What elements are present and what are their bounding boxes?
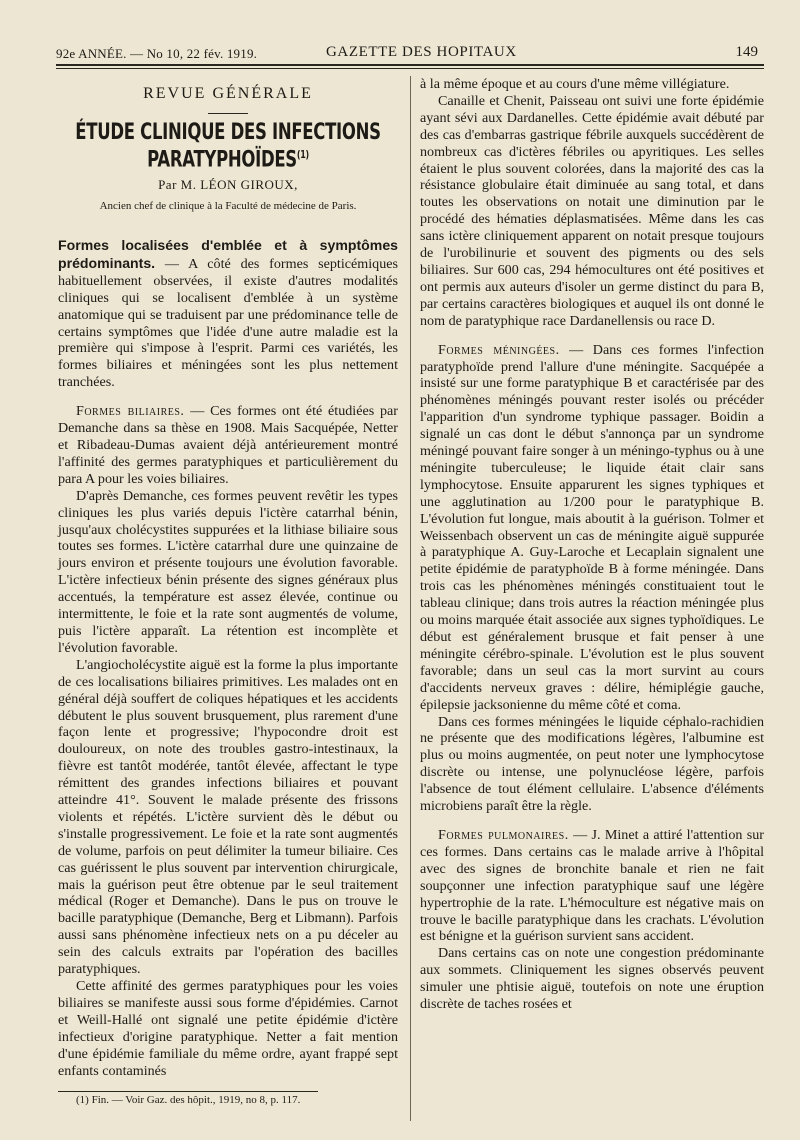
rubric-rule <box>208 113 248 114</box>
running-head <box>56 42 764 64</box>
header-rule-thin <box>56 68 764 69</box>
pulmonary-text: — J. Minet a attiré l'attention sur ces formes. Dans certains cas le malade arrive à l'hôpital avec des signes de bronchite banale et rien ne fait soupçonner une infection paratyphique sauf une légère hypertrophie de la rate. L'hémoculture est négative mais on trouve le bacille paratyphique dans les crachats. L'évolution est bénigne et la guérison survient sans accident. <box>420 826 764 945</box>
paragraph: L'angiocholécystite aiguë est la forme la plus importante de ces localisations biliaires primitives. Les malades ont en général déjà souffert de coliques hépatiques et les accidents débutent le plus souvent brusquement, plus rarement d'une façon lente et progressive; l'hypocondre droit est douloureux, on note des troubles gastro-intestinaux, la fièvre est tantôt modérée, tantôt élevée, affectant le type rémittent des grandes infections biliaires et pouvant atteindre 41°. Souvent le malade présente des frissons violents et répétés. L'ictère survient dès le début ou s'installe progressivement. Le foie et la rate sont augmentés de volume, parfois on peut délimiter la tumeur biliaire. Ces cas guérissent le plus souvent par intervention chirurgicale, mais la guérison peut être obtenue par le seul traitement médical (Roger et Demanche). Dans le pus on trouve le bacille paratyphique (Demanche, Berg et Libmann). Parfois aussi sans phénomène infectieux nets on a pu déceler au sein des calculs extraits par l'opération des bacilles paratyphiques. <box>58 656 398 978</box>
pulmonary-heading: Formes pulmonaires. <box>438 826 569 843</box>
meningeal-heading: Formes méningées. <box>438 341 560 358</box>
column-divider <box>410 76 411 1121</box>
header-rule-thick <box>56 64 764 66</box>
journal-title: GAZETTE DES HOPITAUX <box>326 44 517 60</box>
paragraph: D'après Demanche, ces formes peuvent revêtir les types cliniques les plus variés depuis l'ictère catarrhal bénin, jusqu'aux cholécystites suppurées et la lithiase biliaire sous toutes ses formes. L'ictère catarrhal dure une quinzaine de jours environ et présente toujours une évolution favorable. L'ictère infectieux bénin présente des signes généraux plus accentués, la température est assez élevée, continue ou intermittente, le foie et la rate sont augmentés de volume, puis l'ictère apparaît. La rétention est incomplète et l'évolution favorable. <box>58 487 398 656</box>
paragraph: Canaille et Chenit, Paisseau ont suivi une forte épidémie ayant sévi aux Dardanelles. Cette épidémie avait débuté par des cas d'embarras gastrique fébrile auxquels succédèrent de nombreux cas d'ictères fébriles ou apyritiques. Les selles étaient le plus souvent colorées, dans la majorité des cas la résistance globulaire était diminuée au sang total, et dans toutes les observations on notait une diminution par le procédé des hématies déplasmatisées. Même dans les cas sans ictère cliniquement apparent on notait presque toujours de l'urobilinurie et souvent des pigments ou des sels biliaires. Sur 600 cas, 294 hémocultures ont été positives et ont permis aux auteurs d'isoler un germe distinct du para B, par certains caractères biologiques et auquel ils ont donné le nom de paratyphique race Dardanellensis ou race D. <box>420 92 764 329</box>
left-column <box>58 76 398 1109</box>
paragraph: Dans ces formes méningées le liquide céphalo-rachidien ne présente que des modifications légères, l'albumine est plus ou moins augmentée, on peut noter une lymphocytose discrète ou intense, une polynucléose légère, parfois l'absence de tout élément cellulaire. L'absence d'éléments microbiens paraît être la règle. <box>420 713 764 815</box>
article-author: Par M. LÉON GIROUX, <box>158 177 298 193</box>
meningeal-paragraph <box>420 342 764 714</box>
article-title-text: ÉTUDE CLINIQUE DES INFECTIONS PARATYPHOÏDES <box>75 118 381 172</box>
paragraph: à la même époque et au cours d'une même villégiature. <box>420 76 730 92</box>
title-footnote-mark: (1) <box>296 148 309 161</box>
biliary-heading: Formes biliaires. <box>76 403 185 420</box>
pulmonary-paragraph <box>420 827 764 945</box>
right-column <box>420 76 764 1013</box>
author-affiliation: Ancien chef de clinique à la Faculté de médecine de Paris. <box>99 200 357 213</box>
footnote: (1) Fin. — Voir Gaz. des hôpit., 1919, no 8, p. 117. <box>76 1094 301 1107</box>
section-rubric: REVUE GÉNÉRALE <box>143 85 313 102</box>
intro-text: — A côté des formes septicémiques habituellement observées, il existe d'autres modalités cliniques qui se localisent d'emblée à un système anatomique qui se traduisent par une prédominance telle de certains symptômes que l'idée d'une autre maladie est la première qui s'impose à l'esprit. Parmi ces variétés, les formes biliaires et méningées sont les plus nettement tranchées. <box>58 255 398 391</box>
paragraph: Cette affinité des germes paratyphiques pour les voies biliaires se manifeste aussi sous forme d'épidémies. Carnot et Weill-Hallé ont signalé une petite épidémie d'ictère infectieux d'origine paratyphique. Netter a fait mention d'une épidémie familiale du même ordre, ayant frappé sept enfants contaminés <box>58 978 398 1079</box>
issue-info: 92e ANNÉE. — No 10, 22 fév. 1919. <box>56 46 258 61</box>
page-number: 149 <box>735 44 758 60</box>
intro-lead: Formes localisées d'emblée et à symptômes prédominants. <box>58 237 398 271</box>
article-title <box>58 118 398 172</box>
meningeal-text: — Dans ces formes l'infection paratyphoïde prend l'allure d'une méningite. Sacquépée a insisté sur une forme paratyphique B et caractérisée par des phénomènes méningés pouvant rester isolés ou précéder l'apparition d'un syndrome typhique passager. Boidin a signalé un cas dont le début s'annonça par un syndrome méningé pouvant faire songer à un méningo-typhus ou à une méningite tuberculeuse; le liquide était clair sans lymphocytose. Ensuite apparurent les signes typhiques et une agglutination au 1/200 pour le paratyphique B. L'évolution fut longue, mais aboutit à la guérison. Tolmer et Weissenbach observent un cas de méningite aiguë suppurée à paratyphique A. Guy-Laroche et Lecaplain signalent une petite épidémie de paratyphoïde B à forme méningée. Dans trois cas les phénomènes méningés constituaient tout le tableau clinique; dans trois autres la réaction méningée plus ou moins marquée était associée aux signes typhoïdiques. Le début est généralement brusque et fait penser à une méningite cérébro-spinale. L'évolution est le plus souvent favorable; dans un seul cas la mort survint au cours d'accidents nerveux graves : délire, hémiplégie gauche, épilepsie jacksonienne du même côté et coma. <box>420 341 764 713</box>
biliary-text: — Ces formes ont été étudiées par Demanche dans sa thèse en 1908. Mais Sacquépée, Netter et Ribadeau-Dumas avaient déjà antérieurement montré l'affinité des germes paratyphiques et particulièrement du para A pour les voies biliaires. <box>58 403 398 487</box>
paragraph: Dans certains cas on note une congestion prédominante aux sommets. Cliniquement les signes observés peuvent simuler une phtisie aiguë, toutefois on note une éruption discrète de taches rosées et <box>420 945 764 1013</box>
intro-paragraph <box>58 237 398 391</box>
biliary-paragraph <box>58 403 398 488</box>
